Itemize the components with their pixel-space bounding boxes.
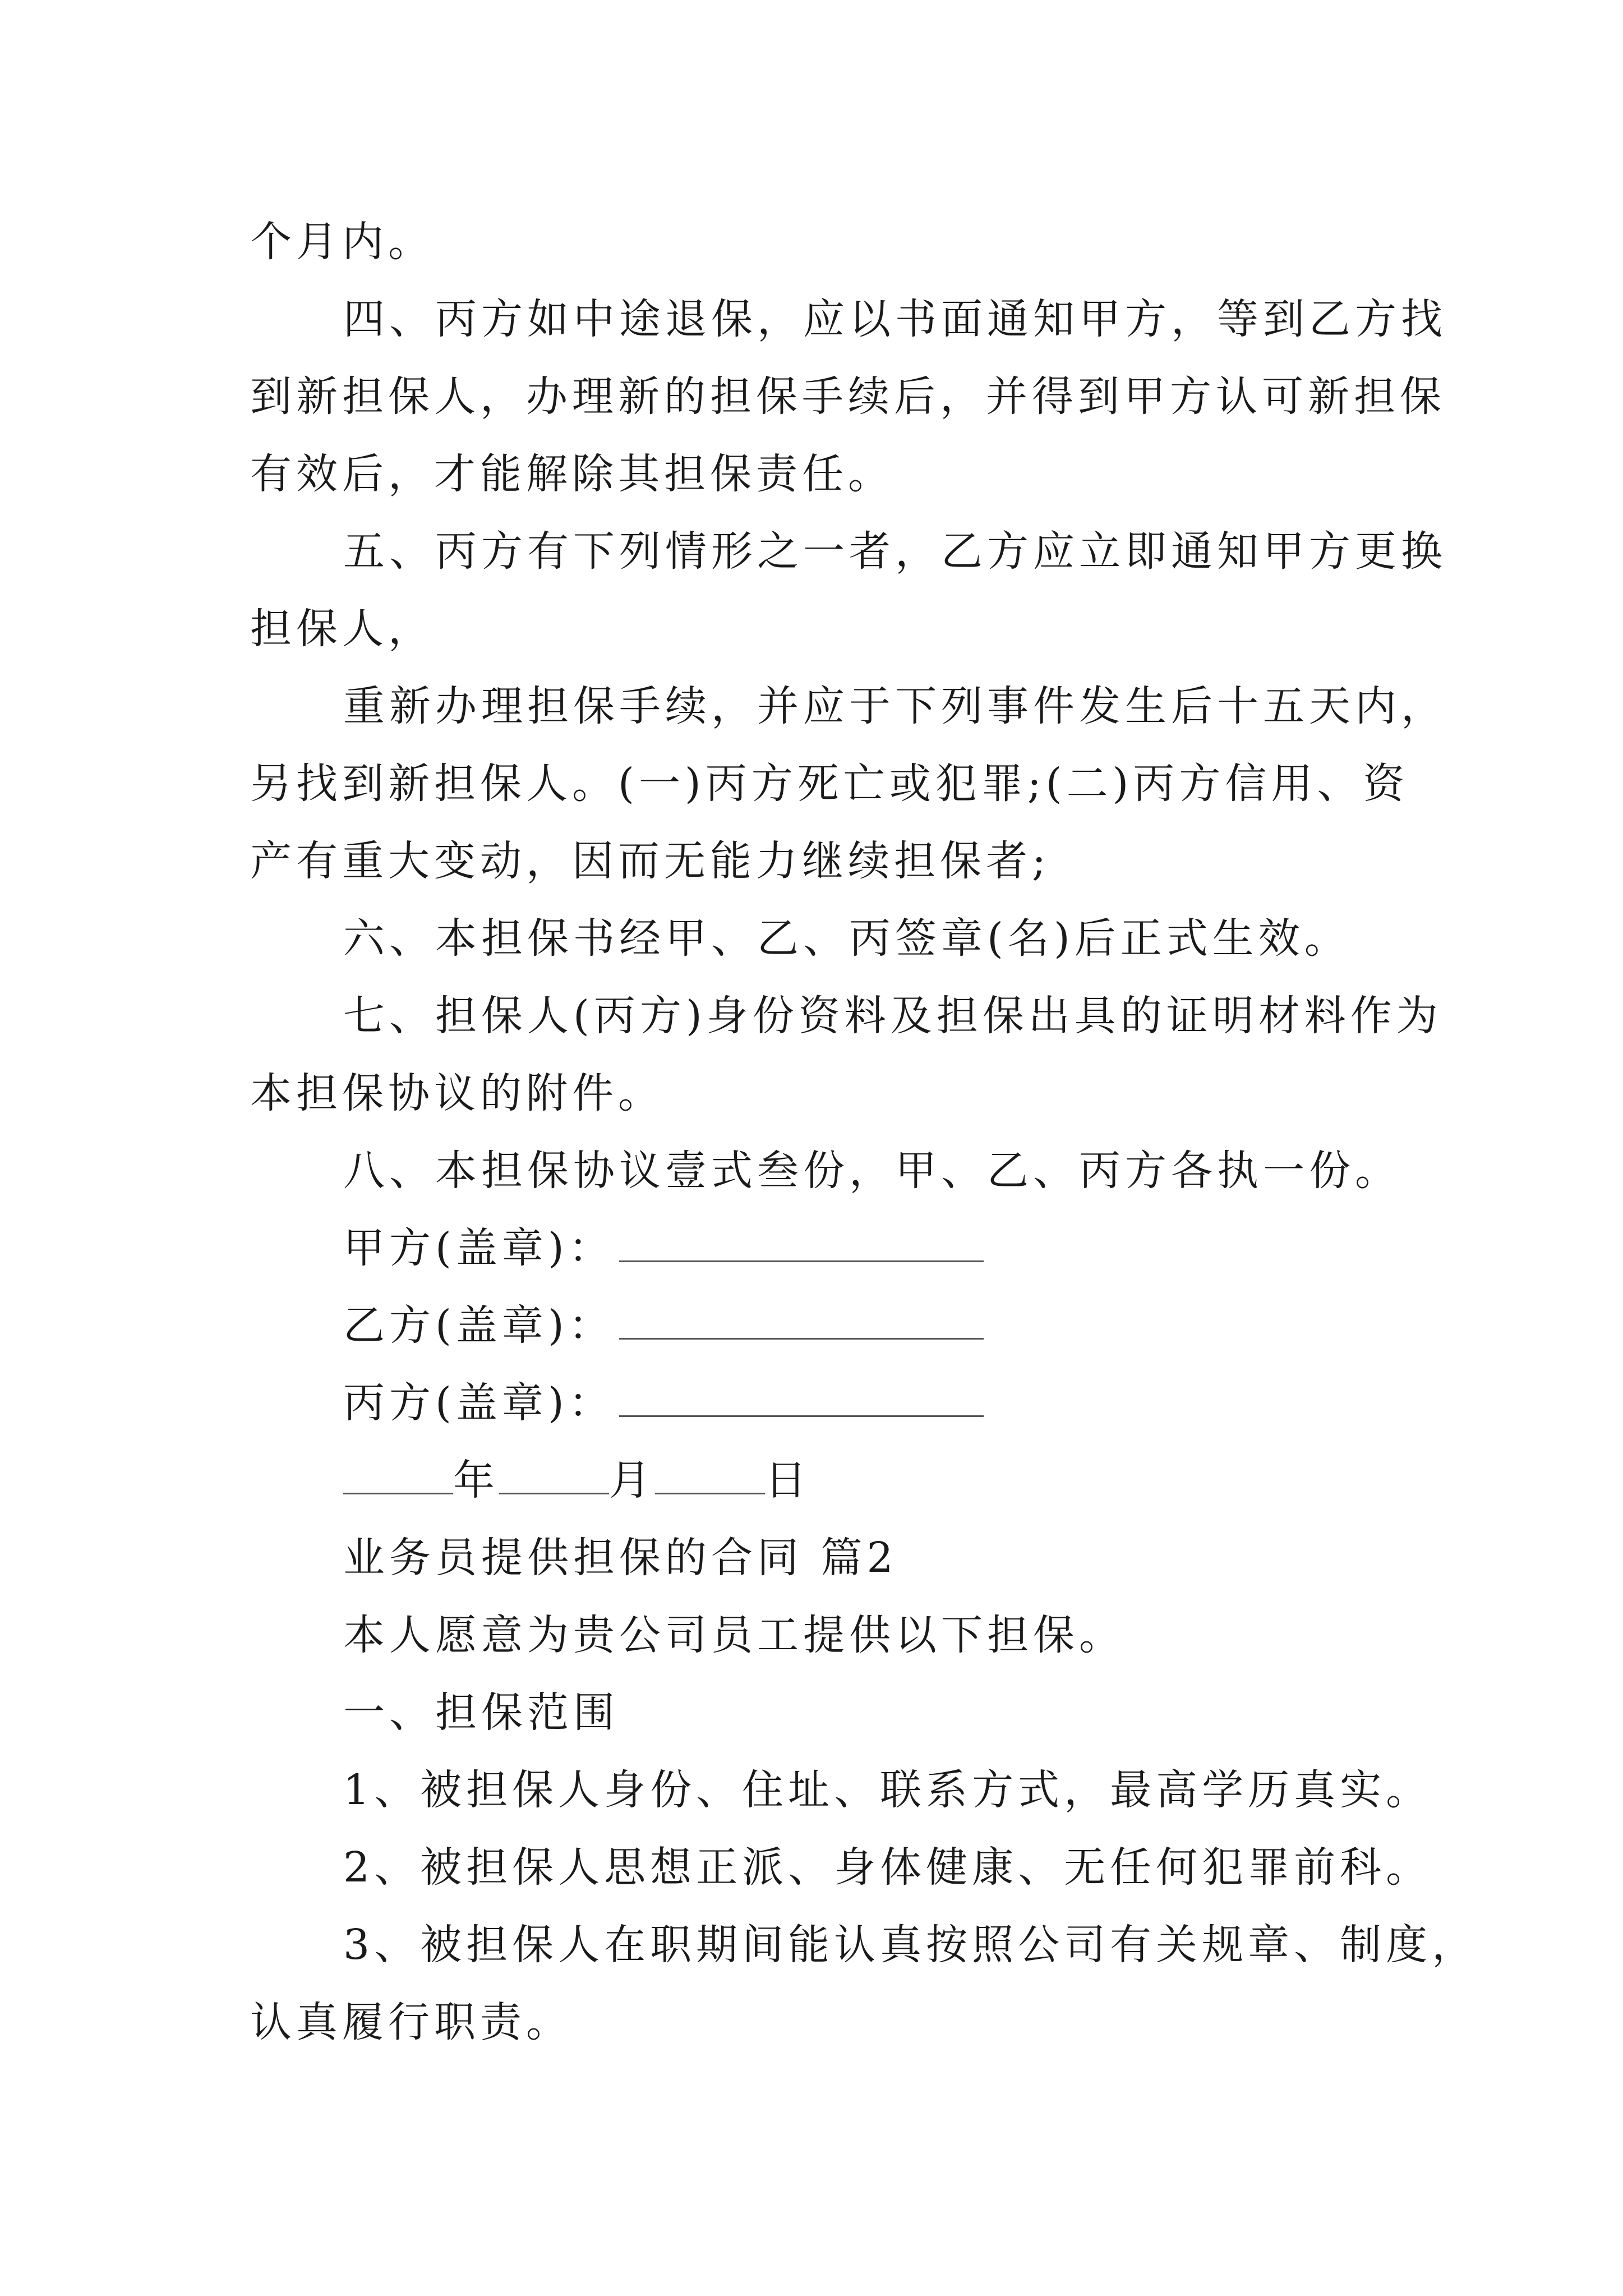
date-blank-month <box>499 1458 609 1494</box>
scope-item-1: 1、被担保人身份、住址、联系方式，最高学历真实。 <box>343 1766 1432 1814</box>
clause-five-line-1: 五、丙方有下列情形之一者，乙方应立即通知甲方更换 <box>343 527 1447 576</box>
date-label-year: 年 <box>453 1456 499 1504</box>
clause-seven-line-2: 本担保协议的附件。 <box>250 1069 664 1117</box>
paragraph-line: 个月内。 <box>250 218 434 266</box>
section-heading-part-2: 业务员提供担保的合同 篇2 <box>343 1534 898 1582</box>
clause-four-line-2: 到新担保人，办理新的担保手续后，并得到甲方认可新担保 <box>250 372 1446 421</box>
signature-row-party-b <box>250 1287 1394 1364</box>
clause-eight: 八、本担保协议壹式叁份，甲、乙、丙方各执一份。 <box>343 1147 1401 1195</box>
scope-item-3-line-1: 3、被担保人在职期间能认真按照公司有关规章、制度， <box>343 1921 1478 1969</box>
clause-five-detail-line-2: 另找到新担保人。(一)丙方死亡或犯罪;(二)丙方信用、资 <box>250 760 1409 808</box>
clause-five-detail-line-3: 产有重大变动，因而无能力继续担保者; <box>250 837 1050 885</box>
scope-item-3-line-2: 认真履行职责。 <box>250 1998 572 2046</box>
clause-five-detail-line-1: 重新办理担保手续，并应于下列事件发生后十五天内， <box>343 682 1447 730</box>
date-blank-year <box>343 1458 453 1494</box>
signature-label-party-a: 甲方(盖章)： <box>343 1224 615 1272</box>
date-blank-day <box>655 1458 765 1494</box>
date-label-month: 月 <box>609 1456 655 1504</box>
signature-blank-party-a <box>619 1226 984 1262</box>
clause-six: 六、本担保书经甲、乙、丙签章(名)后正式生效。 <box>343 914 1350 963</box>
date-label-day: 日 <box>765 1456 811 1504</box>
date-row <box>250 1442 1394 1519</box>
signature-label-party-b: 乙方(盖章)： <box>343 1301 615 1350</box>
signature-label-party-c: 丙方(盖章)： <box>343 1379 615 1427</box>
guarantee-intro: 本人愿意为贵公司员工提供以下担保。 <box>343 1611 1125 1659</box>
signature-blank-party-b <box>619 1303 984 1340</box>
signature-row-party-c <box>250 1364 1394 1442</box>
clause-seven-line-1: 七、担保人(丙方)身份资料及担保出具的证明材料作为 <box>343 992 1442 1040</box>
clause-four-line-3: 有效后，才能解除其担保责任。 <box>250 450 894 498</box>
clause-five-line-2: 担保人， <box>250 605 434 653</box>
guarantee-scope-heading: 一、担保范围 <box>343 1688 619 1737</box>
clause-four-line-1: 四、丙方如中途退保，应以书面通知甲方，等到乙方找 <box>343 295 1447 343</box>
signature-blank-party-c <box>619 1381 984 1417</box>
signature-row-party-a <box>250 1209 1394 1287</box>
scope-item-2: 2、被担保人思想正派、身体健康、无任何犯罪前科。 <box>343 1843 1432 1892</box>
document-body <box>250 203 1478 2061</box>
